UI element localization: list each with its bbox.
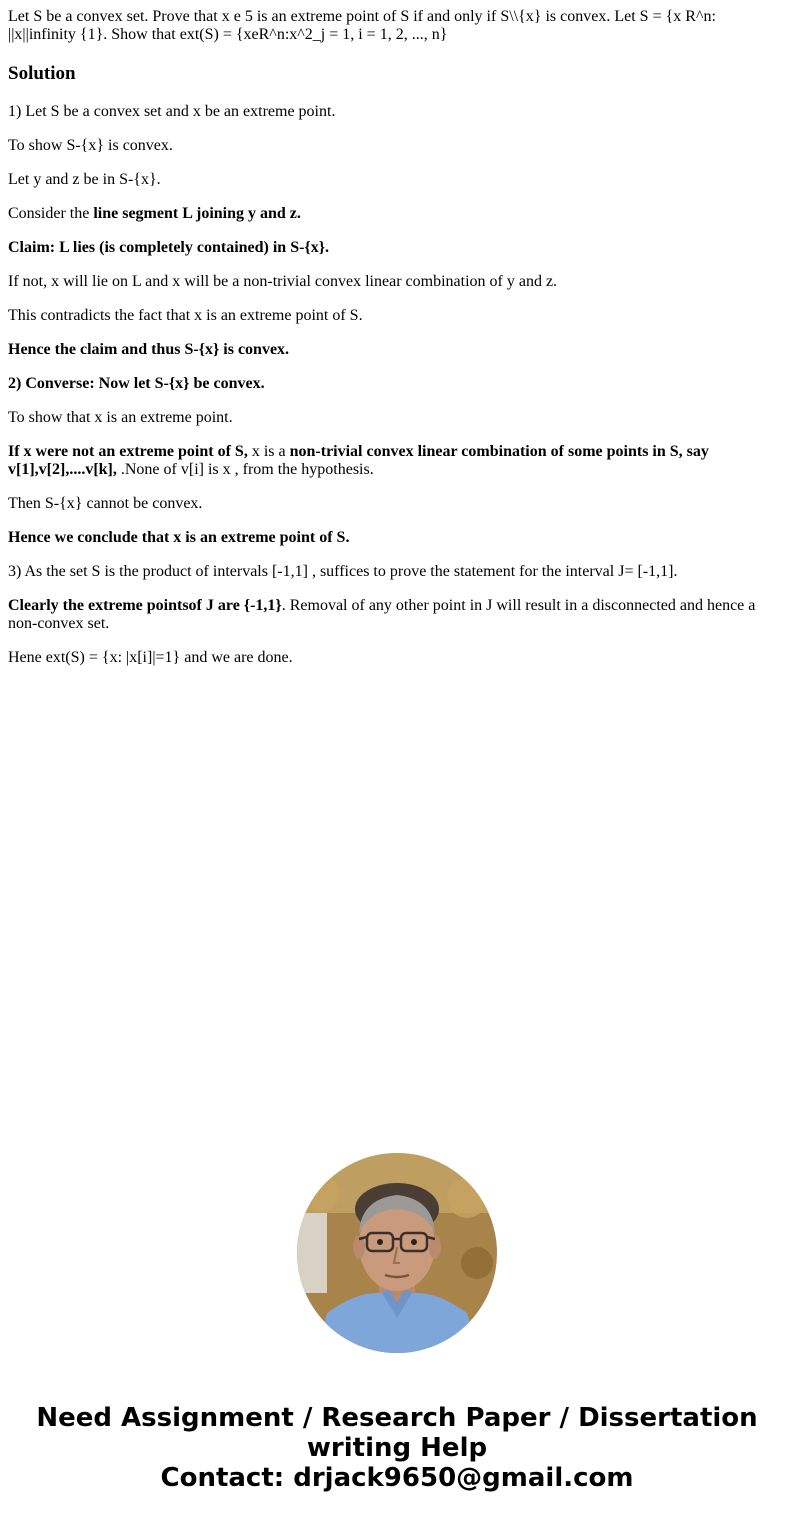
paragraph-text: x is a (247, 443, 290, 460)
solution-paragraph-11 (8, 443, 778, 479)
paragraph-text: Consider the (8, 205, 94, 222)
promo-line-1: Need Assignment / Research Paper / Dissertation (36, 1403, 758, 1433)
solution-paragraph-16: Hene ext(S) = {x: |x[i]|=1} and we are done. (8, 649, 293, 666)
author-avatar (297, 1153, 497, 1353)
paragraph-text: . Removal of any other point in J will result in a disconnected and hence a non-convex set. (8, 597, 756, 632)
solution-paragraph-2: To show S-{x} is convex. (8, 137, 173, 154)
solution-paragraph-1: 1) Let S be a convex set and x be an extreme point. (8, 103, 336, 120)
document-body (8, 8, 778, 683)
solution-paragraph-5 (8, 239, 778, 257)
promo-contact: Contact: drjack9650@gmail.com (160, 1463, 634, 1493)
solution-paragraph-3: Let y and z be in S-{x}. (8, 171, 161, 188)
solution-paragraph-7: This contradicts the fact that x is an extreme point of S. (8, 307, 363, 324)
solution-paragraph-6: If not, x will lie on L and x will be a non-trivial convex linear combination of y and z. (8, 273, 558, 290)
solution-heading: Solution (8, 63, 76, 84)
bold-text: Hence the claim and thus S-{x} is convex. (8, 341, 290, 358)
solution-paragraph-8 (8, 341, 778, 359)
bold-text: 2) Converse: Now let S-{x} be convex. (8, 375, 265, 392)
bold-text: non-trivial convex linear combination of some points in S, say v[1],v[2],....v[k], (8, 443, 709, 478)
solution-paragraph-15 (8, 597, 778, 633)
question-text: Let S be a convex set. Prove that x e 5 is an extreme point of S if and only if S\\{x} is convex. Let S = {x R^n: ||x||infinity {1}. Show that ext(S) = {xeR^n:x^2_j = 1, i = 1, 2, ..., n} (8, 8, 716, 43)
solution-paragraph-9 (8, 375, 778, 393)
promo-line-2: writing Help (306, 1433, 488, 1463)
solution-paragraph-13 (8, 529, 778, 547)
paragraph-text: .None of v[i] is x , from the hypothesis. (116, 461, 374, 478)
solution-paragraph-10: To show that x is an extreme point. (8, 409, 233, 426)
bold-text: If x were not an extreme point of S, (8, 443, 248, 460)
promo-banner (0, 1403, 794, 1493)
bold-text: Clearly the extreme pointsof J are {-1,1} (8, 597, 282, 614)
bold-text: Claim: L lies (is completely contained) in S-{x}. (8, 239, 330, 256)
solution-paragraph-4 (8, 205, 778, 223)
bold-text: line segment L joining y and z. (93, 205, 301, 222)
bold-text: Hence we conclude that x is an extreme point of S. (8, 529, 350, 546)
solution-paragraph-14: 3) As the set S is the product of intervals [-1,1] , suffices to prove the statement for the interval J= [-1,1]. (8, 563, 678, 580)
solution-paragraph-12: Then S-{x} cannot be convex. (8, 495, 203, 512)
